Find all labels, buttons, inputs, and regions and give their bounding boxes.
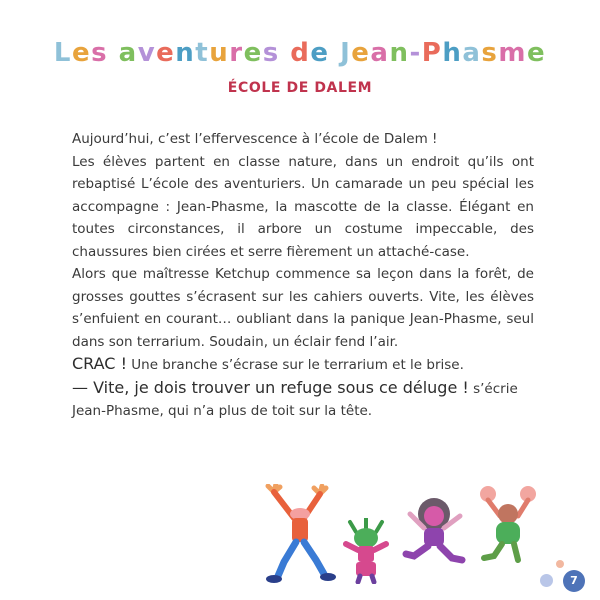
title-letter: e — [156, 38, 176, 68]
title-letter: - — [409, 38, 422, 68]
title-letter: e — [351, 38, 371, 68]
title-letter: t — [195, 38, 210, 68]
title-letter: e — [310, 38, 330, 68]
title-letter: s — [91, 38, 109, 68]
story-paragraph: Les élèves partent en classe nature, dans un endroit qu’ils ont rebaptisé L’école des aventuriers. Un camarade un peu spécial les accompagne : Jean-Phasme, la mascotte de la classe. Élégant en toutes circonstances, il arbore un costume impeccable, des chaussures bien cirées et serre fièrement un attaché-case. — [72, 153, 534, 260]
title-letter — [108, 38, 119, 68]
dancing-monkey-drawing — [474, 484, 544, 568]
running-child-drawing — [264, 484, 336, 588]
story-paragraph: Alors que maîtresse Ketchup commence sa leçon dans la forêt, de grosses gouttes s’écrasent sur les cahiers ouverts. Vite, les élèves s’enfuient en courant… oubliant dans la panique Jean-Phasme, seul dans son terrarium. Soudain, un éclair fend l’air. — [72, 266, 534, 350]
title-letter: e — [526, 38, 547, 68]
title-letter — [330, 38, 341, 68]
story-text — [72, 128, 534, 423]
title-letter — [280, 38, 291, 68]
title-letter: u — [209, 38, 230, 68]
title-letter: h — [442, 38, 463, 68]
title-letter: m — [498, 38, 527, 68]
story-paragraph: Aujourd’hui, c’est l’effervescence à l’école de Dalem ! — [72, 131, 438, 147]
title-letter: r — [229, 38, 244, 68]
title-letter: e — [243, 38, 263, 68]
title-letter: e — [71, 38, 92, 68]
title-letter: s — [481, 38, 499, 68]
cactus-child-drawing — [342, 518, 390, 584]
decoration-dot — [556, 560, 564, 568]
decoration-dot — [540, 574, 553, 587]
title-letter: L — [53, 38, 72, 68]
children-drawings — [260, 478, 550, 588]
story-paragraph: CRAC ! Une branche s’écrase sur le terrarium et le brise. — [72, 354, 464, 373]
title-letter: a — [462, 38, 482, 68]
title-letter: P — [421, 38, 443, 68]
title-letter: a — [370, 38, 390, 68]
chapter-subtitle: ÉCOLE DE DALEM — [227, 80, 373, 96]
dialog-exclamation: — Vite, je dois trouver un refuge sous ce déluge ! — [72, 377, 469, 397]
title-letter: a — [118, 38, 138, 68]
title-letter: n — [175, 38, 196, 68]
title-letter: d — [290, 38, 311, 68]
story-dialog: — Vite, je dois trouver un refuge sous ce déluge ! s’écrie Jean-Phasme, qui n’a plus de toit sur la tête. — [72, 377, 518, 419]
title-letter: v — [137, 38, 157, 68]
title-letter: J — [340, 38, 352, 68]
page-number: 7 — [563, 570, 585, 592]
crac-exclamation: CRAC ! — [72, 354, 127, 373]
title-letter: n — [389, 38, 410, 68]
title-letter: s — [262, 38, 280, 68]
jumping-girl-drawing — [400, 492, 470, 572]
page-title — [0, 38, 600, 68]
